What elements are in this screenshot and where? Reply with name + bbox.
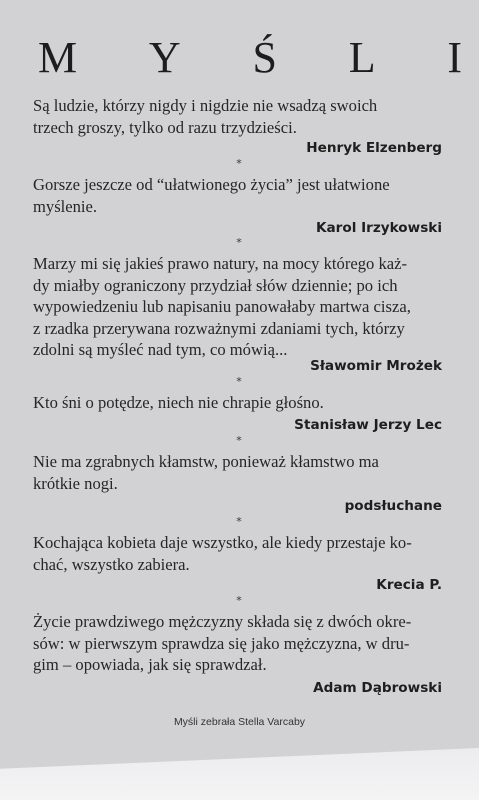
quote-author: Krecia P.: [376, 577, 442, 593]
quote-author: Sławomir Mrożek: [310, 358, 442, 374]
title-letter: Y: [148, 33, 181, 82]
quote-text: Kochająca kobieta daje wszystko, ale kiedy przestaje ko- chać, wszystko zabiera.: [33, 533, 412, 574]
quote-author: Karol Irzykowski: [315, 220, 442, 236]
quote-text: Nie ma zgrabnych kłamstw, ponieważ kłamstwo ma krótkie nogi.: [33, 452, 379, 493]
footer-credit: Myśli zebrała Stella Varcaby: [173, 716, 306, 728]
title-letter: Ś: [252, 33, 277, 82]
quote-text: Marzy mi się jakieś prawo natury, na mocy którego każ- dy miałby ograniczony przydział słów dziennie; po ich wypowiedzeniu lub napisaniu panowałaby martwa cisza, z rzadka przerywana rozważnymi zdaniami tych, którzy zdolni są myśleć nad tym, co mówią...: [33, 254, 411, 359]
quote-text: Gorsze jeszcze od “ułatwionego życia” jest ułatwione myślenie.: [33, 175, 390, 216]
separator-star: *: [236, 236, 242, 249]
quote-author: Stanisław Jerzy Lec: [294, 417, 442, 433]
quote-text: Życie prawdziwego mężczyzny składa się z dwóch okre- sów: w pierwszym sprawdza się jako mężczyzna, w dru- gim – opowiada, jak się sprawdzał.: [33, 612, 412, 674]
separator-star: *: [236, 375, 242, 388]
quote-text: Są ludzie, którzy nigdy i nigdzie nie wsadzą swoich trzech groszy, tylko od razu trzydzieści.: [33, 96, 378, 137]
separator-star: *: [236, 157, 242, 170]
quote-author: podsłuchane: [344, 498, 442, 514]
quote-author: Adam Dąbrowski: [313, 680, 442, 696]
separator-star: *: [236, 434, 242, 447]
separator-star: *: [236, 515, 242, 528]
separator-star: *: [236, 594, 242, 607]
page-title: [38, 32, 462, 83]
quote-text: Kto śni o potędze, niech nie chrapie głośno.: [33, 393, 324, 412]
quote-author: Henryk Elzenberg: [306, 140, 442, 156]
title-letter: L: [348, 33, 376, 82]
title-letter: I: [447, 33, 462, 82]
title-letter: M: [38, 33, 78, 82]
